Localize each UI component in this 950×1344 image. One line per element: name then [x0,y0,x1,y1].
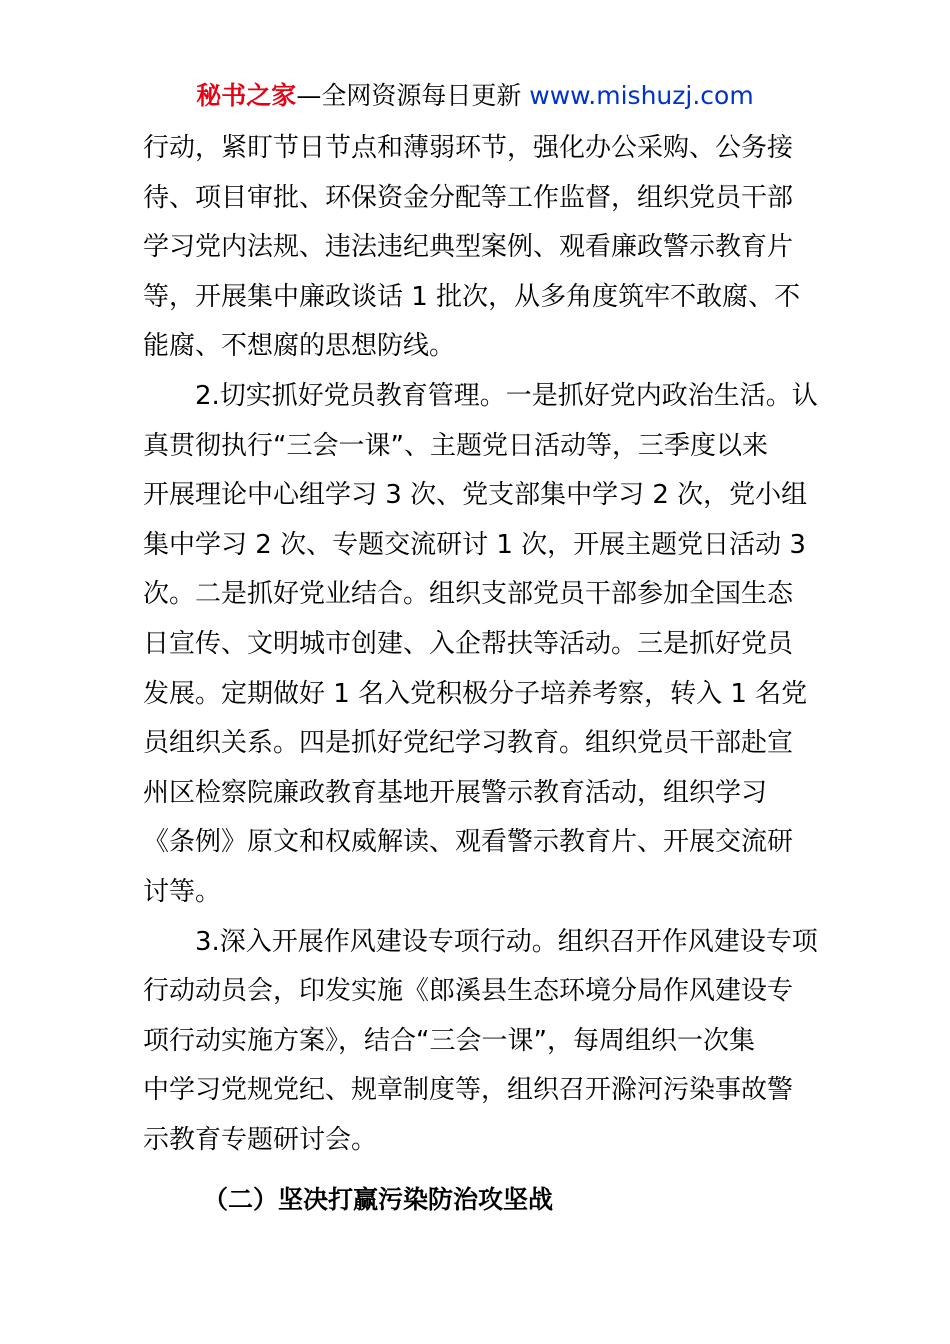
text-line: 集中学习 2 次、专题交流研讨 1 次，开展主题党日活动 3 [143,529,806,560]
text-line: 州区检察院廉政教育基地开展警示教育活动，组织学习 [143,777,768,808]
text-line: 学习党内法规、违法违纪典型案例、观看廉政警示教育片 [143,232,794,263]
text-line: 日宣传、文明城市创建、入企帮扶等活动。三是抓好党员 [143,628,794,659]
section-heading: （二）坚决打赢污染防治攻坚战 [203,1185,554,1215]
text-line: 行动，紧盯节日节点和薄弱环节，强化办公采购、公务接 [143,133,794,163]
text-line: 中学习党规党纪、规章制度等，组织召开滁河污染事故警 [143,1075,794,1106]
text-line: 项行动实施方案》，结合“三会一课”，每周组织一次集 [143,1025,755,1056]
text-line: 员组织关系。四是抓好党纪学习教育。组织党员干部赴宣 [143,728,794,759]
text-line: 等，开展集中廉政谈话 1 批次，从多角度筑牢不敢腐、不 [143,281,801,312]
text-line: 能腐、不想腐的思想防线。 [143,331,456,362]
paragraph-start-line: 2.切实抓好党员教育管理。一是抓好党内政治生活。认 [195,380,818,411]
text-line: 开展理论中心组学习 3 次、党支部集中学习 2 次，党小组 [143,480,808,511]
document-body [143,124,818,1225]
text-line: 示教育专题研讨会。 [143,1124,378,1155]
text-line: 《条例》原文和权威解读、观看警示教育片、开展交流研 [143,827,794,858]
watermark-header [0,80,950,112]
brand-name: 秘书之家 [196,81,297,110]
text-line: 行动动员会，印发实施《郎溪县生态环境分局作风建设专 [143,976,794,1007]
text-line: 讨等。 [143,876,222,907]
paragraph-start-line: 3.深入开展作风建设专项行动。组织召开作风建设专项 [195,926,818,957]
header-tagline: —全网资源每日更新 [296,81,530,110]
website-url[interactable]: www.mishuzj.com [529,81,754,110]
text-line: 真贯彻执行“三会一课”、主题党日活动等，三季度以来 [143,430,768,461]
text-line: 待、项目审批、环保资金分配等工作监督，组织党员干部 [143,182,794,213]
text-line: 发展。定期做好 1 名入党积极分子培养考察，转入 1 名党 [143,678,808,709]
text-line: 次。二是抓好党业结合。组织支部党员干部参加全国生态 [143,579,794,610]
